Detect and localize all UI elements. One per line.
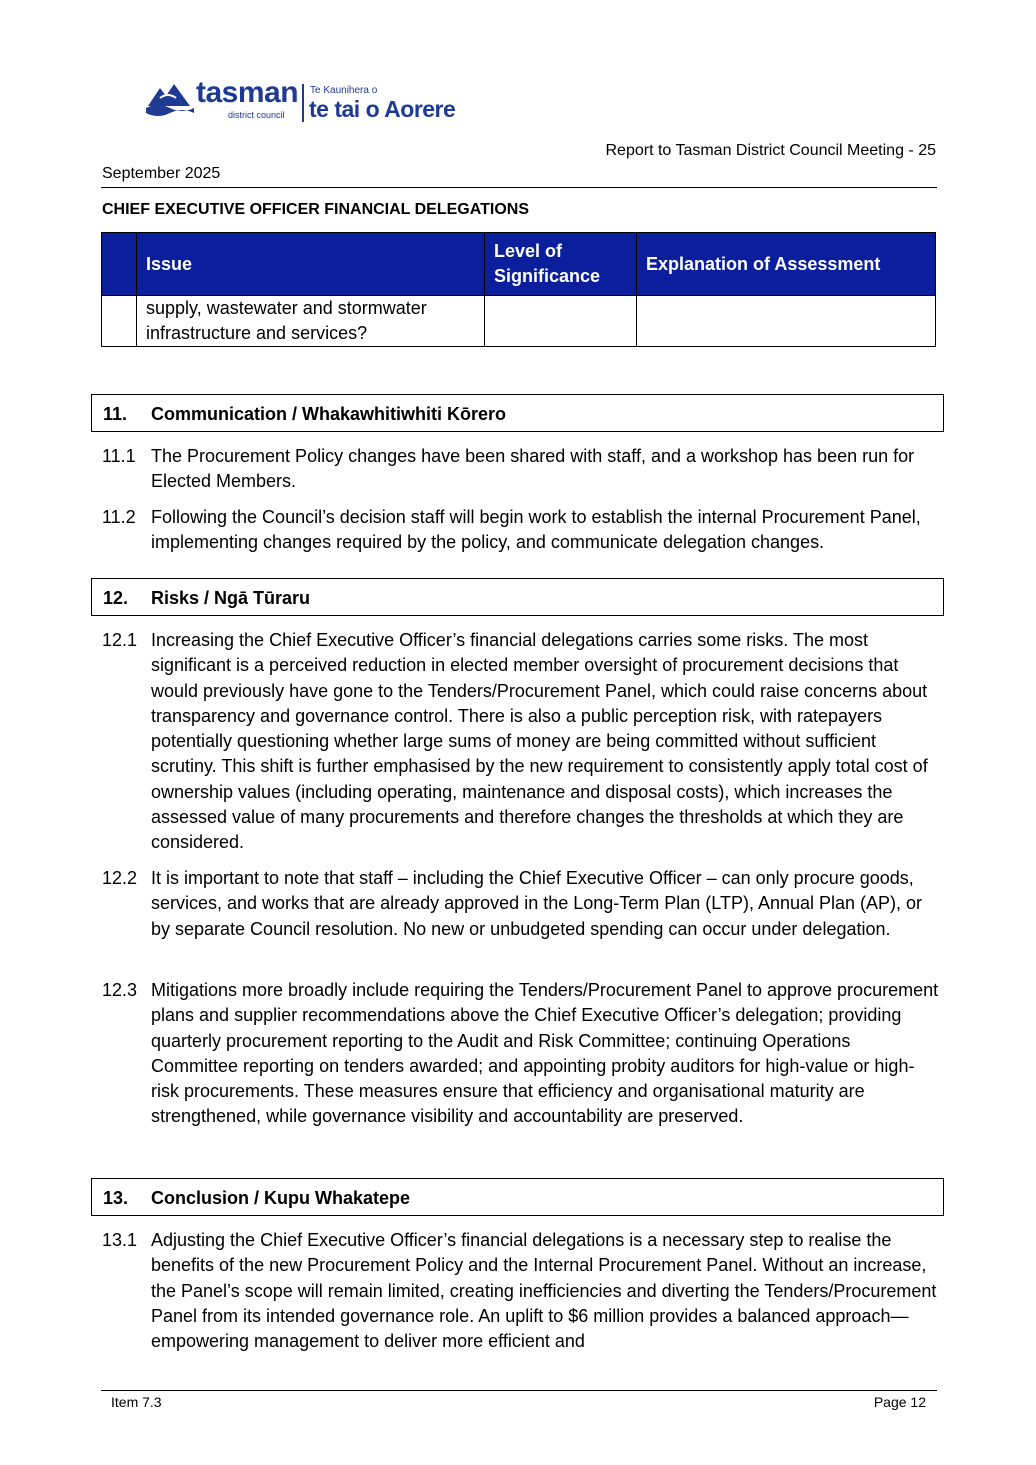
paragraph-11-1 <box>102 444 942 495</box>
council-logo <box>146 74 466 126</box>
table-header-blank <box>102 233 137 296</box>
paragraph-text: It is important to note that staff – including the Chief Executive Officer – can only procure goods, services, and works that are already approved in the Long-Term Plan (LTP), Annual Plan (AP), or by separate Council resolution. No new or unbudgeted spending can occur under delegation. <box>151 868 923 939</box>
paragraph-number: 12.3 <box>102 980 138 1000</box>
section-title: Communication / Whakawhitiwhiti Kōrero <box>151 404 507 424</box>
paragraph-number: 13.1 <box>102 1230 138 1250</box>
table-row <box>102 296 936 347</box>
section-heading-conclusion <box>91 1178 944 1216</box>
document-title: CHIEF EXECUTIVE OFFICER FINANCIAL DELEGATIONS <box>102 201 529 218</box>
paragraph-number: 11.2 <box>102 507 136 527</box>
paragraph-text: The Procurement Policy changes have been shared with staff, and a workshop has been run for Elected Members. <box>151 446 915 492</box>
table-cell-issue: supply, wastewater and stormwater infrastructure and services? <box>137 296 485 347</box>
paragraph-number: 12.1 <box>102 630 138 650</box>
paragraph-11-2 <box>102 505 942 556</box>
assessment-table <box>101 232 936 347</box>
table-header-issue: Issue <box>137 233 485 296</box>
section-heading-communication <box>91 394 944 432</box>
logo-brand-sub: district council <box>228 110 285 120</box>
paragraph-number: 12.2 <box>102 868 138 888</box>
table-header-level: Level of Significance <box>485 233 637 296</box>
paragraph-number: 11.1 <box>102 446 136 466</box>
logo-brand-text: tasman <box>196 76 299 109</box>
date-line: September 2025 <box>102 165 221 182</box>
paragraph-text: Following the Council’s decision staff will begin work to establish the internal Procurement Panel, implementing changes required by the policy, and communicate delegation changes. <box>151 507 921 553</box>
paragraph-12-3 <box>102 978 942 1130</box>
paragraph-12-2 <box>102 866 942 942</box>
section-heading-risks <box>91 578 944 616</box>
section-number: 13. <box>103 1188 129 1208</box>
section-number: 11. <box>103 404 128 424</box>
logo-maori-name: te tai o Aorere <box>309 96 456 122</box>
footer-divider <box>101 1390 937 1391</box>
paragraph-text: Increasing the Chief Executive Officer’s financial delegations carries some risks. The most significant is a perceived reduction in elected member oversight of procurement decisions that would previously have gone to the Tenders/Procurement Panel, which could raise concerns about transparency and governance control. There is also a public perception risk, with ratepayers potentially questioning whether large sums of money are being committed without sufficient scrutiny. This shift is further emphasised by the new requirement to consistently apply total cost of ownership values (including operating, maintenance and disposal costs), which increases the assessed value of many procurements and therefore changes the thresholds at which they are considered. <box>151 630 928 853</box>
section-title: Conclusion / Kupu Whakatepe <box>151 1188 411 1208</box>
section-title: Risks / Ngā Tūraru <box>151 588 311 608</box>
mountain-wave-logo-icon <box>146 80 196 116</box>
logo-maori-small: Te Kaunihera o <box>310 85 378 96</box>
report-line: Report to Tasman District Council Meeting - 25 <box>605 142 936 159</box>
header-divider <box>101 187 937 188</box>
table-cell-explanation <box>637 296 936 347</box>
table-cell-level <box>485 296 637 347</box>
paragraph-text: Adjusting the Chief Executive Officer’s financial delegations is a necessary step to realise the benefits of the new Procurement Policy and the Internal Procurement Panel. Without an increase, the Panel’s scope will remain limited, creating inefficiencies and diverting the Tenders/Procurement Panel from its intended governance role. An uplift to $6 million provides a balanced approach—empowering management to deliver more efficient and <box>151 1230 937 1352</box>
section-number: 12. <box>103 588 129 608</box>
paragraph-text: Mitigations more broadly include requiring the Tenders/Procurement Panel to approve procurement plans and supplier recommendations above the Chief Executive Officer’s delegation; providing quarterly procurement reporting to the Audit and Risk Committee; continuing Operations Committee reporting on tenders awarded; and appointing probity auditors for high-value or high-risk procurements. These measures ensure that efficiency and organisational maturity are strengthened, while governance visibility and accountability are preserved. <box>151 980 939 1127</box>
logo-divider <box>302 84 304 122</box>
footer-item: Item 7.3 <box>111 1394 162 1410</box>
footer-page-number: Page 12 <box>873 1394 926 1410</box>
paragraph-13-1 <box>102 1228 942 1354</box>
table-header-row <box>102 233 936 296</box>
table-header-explanation: Explanation of Assessment <box>637 233 936 296</box>
table-cell-blank <box>102 296 137 347</box>
paragraph-12-1 <box>102 628 942 856</box>
